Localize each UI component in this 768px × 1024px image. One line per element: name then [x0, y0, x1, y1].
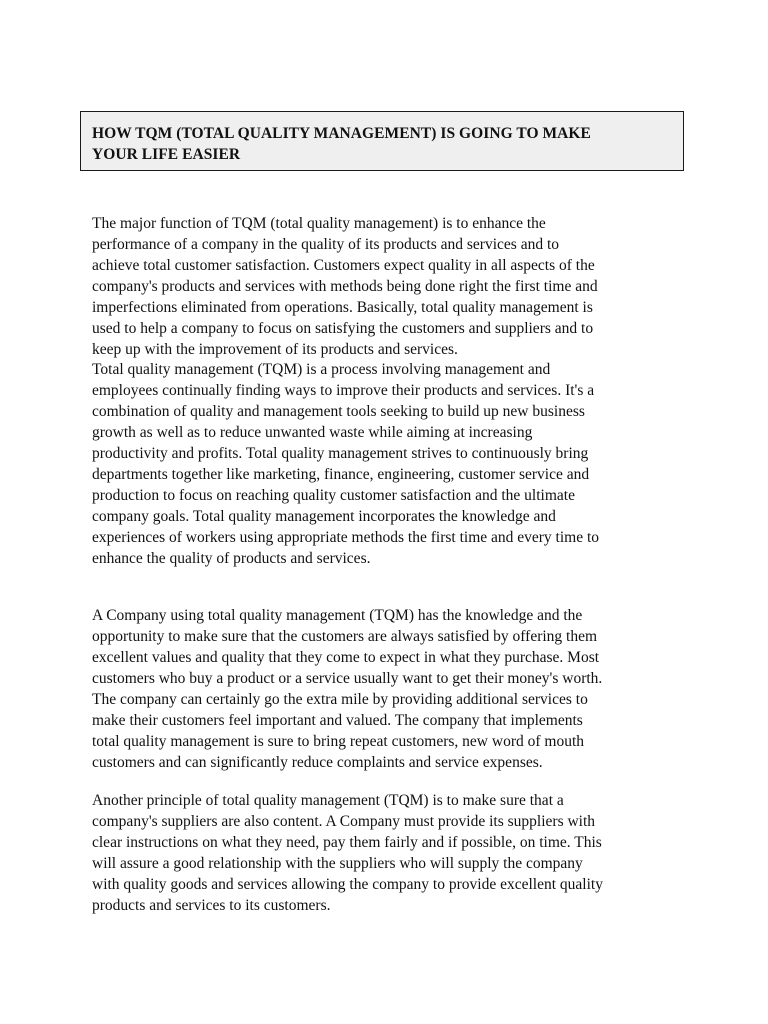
text-line: productivity and profits. Total quality management strives to continuously bring	[92, 445, 589, 462]
text-line: growth as well as to reduce unwanted waste while aiming at increasing	[92, 424, 533, 441]
text-line: will assure a good relationship with the suppliers who will supply the company	[92, 855, 583, 872]
text-line: total quality management is sure to bring repeat customers, new word of mouth	[92, 733, 585, 750]
text-line: imperfections eliminated from operations. Basically, total quality management is	[92, 299, 593, 316]
text-line: Total quality management (TQM) is a process involving management and	[92, 361, 551, 378]
text-line: keep up with the improvement of its products and services.	[92, 341, 458, 358]
text-line: with quality goods and services allowing the company to provide excellent quality	[92, 876, 603, 893]
text-line: company goals. Total quality management incorporates the knowledge and	[92, 508, 556, 525]
paragraph-customers	[92, 605, 692, 773]
text-line: clear instructions on what they need, pay them fairly and if possible, on time. This	[92, 834, 602, 851]
text-line: enhance the quality of products and services.	[92, 550, 371, 567]
text-line: combination of quality and management tools seeking to build up new business	[92, 403, 585, 420]
text-line: company's products and services with methods being done right the first time and	[92, 278, 598, 295]
text-line: make their customers feel important and valued. The company that implements	[92, 712, 583, 729]
text-line: The major function of TQM (total quality management) is to enhance the	[92, 215, 546, 232]
text-line: opportunity to make sure that the customers are always satisfied by offering them	[92, 628, 598, 645]
title-box	[80, 111, 684, 171]
text-line: employees continually finding ways to improve their products and services. It's a	[92, 382, 595, 399]
text-line: company's suppliers are also content. A Company must provide its suppliers with	[92, 813, 596, 830]
text-line: used to help a company to focus on satisfying the customers and suppliers and to	[92, 320, 594, 337]
text-line: production to focus on reaching quality customer satisfaction and the ultimate	[92, 487, 575, 504]
text-line: customers and can significantly reduce complaints and service expenses.	[92, 754, 543, 771]
paragraph-tqm-function	[92, 213, 692, 360]
paragraph-suppliers	[92, 790, 692, 916]
text-line: achieve total customer satisfaction. Customers expect quality in all aspects of the	[92, 257, 595, 274]
title-line: YOUR LIFE EASIER	[92, 146, 241, 163]
text-line: excellent values and quality that they come to expect in what they purchase. Most	[92, 649, 600, 666]
text-line: The company can certainly go the extra mile by providing additional services to	[92, 691, 588, 708]
text-line: products and services to its customers.	[92, 897, 331, 914]
text-line: performance of a company in the quality of its products and services and to	[92, 236, 560, 253]
text-line: A Company using total quality management (TQM) has the knowledge and the	[92, 607, 583, 624]
text-line: experiences of workers using appropriate methods the first time and every time to	[92, 529, 600, 546]
text-line: departments together like marketing, finance, engineering, customer service and	[92, 466, 590, 483]
title-line: HOW TQM (TOTAL QUALITY MANAGEMENT) IS GOING TO MAKE	[92, 125, 591, 142]
text-line: Another principle of total quality management (TQM) is to make sure that a	[92, 792, 564, 809]
paragraph-tqm-process	[92, 359, 692, 569]
text-line: customers who buy a product or a service usually want to get their money's worth.	[92, 670, 603, 687]
